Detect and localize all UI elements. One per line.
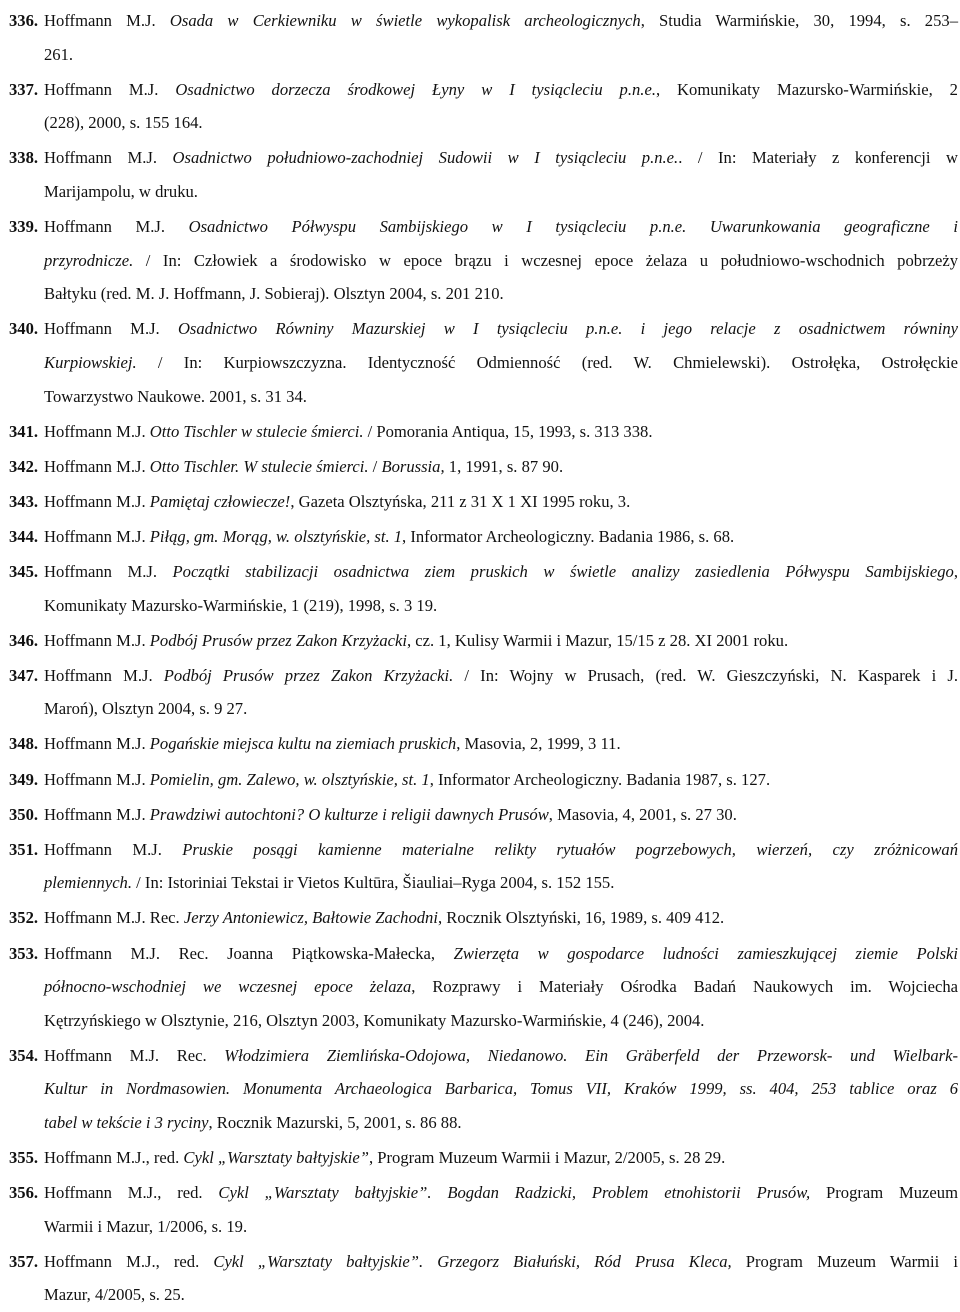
entry-text: Hoffmann M.J.	[44, 804, 150, 824]
entry-title-text: Osadnictwo południowo-zachodniej Sudowii w I tysiącleciu p.n.e.	[172, 148, 679, 168]
entry-number: 351.	[9, 839, 39, 859]
entry-continuation-line	[0, 866, 960, 900]
entry-text: Maroń), Olsztyn 2004, s. 9 27.	[44, 699, 248, 719]
entry-text: / In: Wojny w Prusach, (red. W. Gieszczyński, N. Kasparek i J.	[453, 665, 958, 685]
entry-first-line	[0, 833, 960, 867]
entry-continuation-line	[0, 1210, 960, 1244]
bibliography-entry	[0, 485, 960, 519]
entry-text: Hoffmann M.J.	[44, 79, 176, 99]
entry-text: , Rocznik Olsztyński, 16, 1989, s. 409 412.	[437, 908, 725, 928]
entry-number: 350.	[9, 804, 39, 824]
entry-text: ,	[953, 562, 958, 581]
entry-title-text: Otto Tischler w stulecie śmierci.	[149, 421, 364, 441]
entry-first-line	[0, 210, 960, 244]
bibliography-entry	[0, 312, 960, 413]
entry-text: Hoffmann M.J.	[44, 630, 150, 650]
entry-continuation-line	[0, 692, 960, 726]
entry-title-text: Pruskie posągi kamienne materialne relikty rytuałów pogrzebowych, wierzeń, czy zróżnicowań	[182, 839, 958, 859]
entry-text: Warmii i Mazur, 1/2006, s. 19.	[44, 1216, 248, 1236]
entry-text: Mazur, 4/2005, s. 25.	[44, 1285, 185, 1305]
entry-text: /	[368, 456, 382, 476]
entry-text: Hoffmann M.J. Rec.	[44, 908, 184, 928]
entry-number: 348.	[9, 734, 39, 754]
entry-title-text: Osada w Cerkiewniku w świetle wykopalisk archeologicznych	[169, 11, 641, 30]
entry-first-line	[0, 624, 960, 658]
entry-title-text: Prawdziwi autochtoni? O kulturze i religii dawnych Prusów	[149, 804, 549, 824]
entry-title-text: Pamiętaj człowiecze!	[149, 491, 291, 511]
entry-number: 336.	[9, 11, 39, 30]
entry-number: 345.	[9, 562, 39, 581]
bibliography-entry	[0, 763, 960, 797]
bibliography-entry	[0, 555, 960, 622]
bibliography-entry	[0, 4, 960, 71]
entry-number: 337.	[9, 79, 39, 99]
entry-text: , Studia Warmińskie, 30, 1994, s. 253–	[640, 11, 958, 30]
entry-text: Komunikaty Mazursko-Warmińskie, 1 (219), 1998, s. 3 19.	[44, 595, 438, 615]
entry-text: Hoffmann M.J.	[44, 734, 150, 754]
entry-first-line	[0, 485, 960, 519]
entry-text: Hoffmann M.J.	[44, 319, 178, 339]
entry-first-line	[0, 1039, 960, 1073]
bibliography-entry	[0, 450, 960, 484]
entry-continuation-line	[0, 277, 960, 311]
entry-first-line	[0, 450, 960, 484]
entry-title-text: Pogańskie miejsca kultu na ziemiach pruskich	[149, 734, 457, 754]
entry-text: , Gazeta Olsztyńska, 211 z 31 X 1 XI 1995 roku, 3.	[290, 491, 631, 511]
entry-number: 341.	[9, 421, 39, 441]
entry-text: Hoffmann M.J.	[44, 491, 150, 511]
entry-text: , Masovia, 4, 2001, s. 27 30.	[548, 804, 737, 824]
entry-text: . / In: Materiały z konferencji w	[678, 148, 958, 168]
entry-number: 342.	[9, 456, 39, 476]
bibliography-entry	[0, 659, 960, 726]
entry-text: 261.	[44, 44, 74, 64]
entry-title-text: Kultur in Nordmasowien. Monumenta Archaeologica Barbarica, Tomus VII, Kraków 1999, ss. 404, 253 tablice oraz 6	[44, 1079, 958, 1099]
entry-text: , Rozprawy i Materiały Ośrodka Badań Naukowych im. Wojciecha	[411, 977, 958, 997]
bibliography-entry	[0, 520, 960, 554]
entry-first-line	[0, 73, 960, 107]
bibliography-entry	[0, 1176, 960, 1243]
entry-first-line	[0, 763, 960, 797]
entry-text: Hoffmann M.J.	[44, 421, 150, 441]
entry-title-text: Osadnictwo Równiny Mazurskiej w I tysiącleciu p.n.e. i jego relacje z osadnictwem równiny	[177, 319, 958, 339]
entry-text: 1, 1991, s. 87 90.	[444, 456, 564, 476]
entry-first-line	[0, 727, 960, 761]
entry-text: Hoffmann M.J., red.	[44, 1183, 219, 1203]
entry-continuation-line	[0, 1278, 960, 1312]
entry-text: , Masovia, 2, 1999, 3 11.	[456, 734, 621, 754]
entry-text: / In: Istoriniai Tekstai ir Vietos Kultūra, Šiauliai–Ryga 2004, s. 152 155.	[132, 873, 615, 893]
entry-text: Program Muzeum	[810, 1183, 958, 1203]
entry-continuation-line	[0, 380, 960, 414]
entry-number: 339.	[9, 217, 39, 237]
entry-number: 344.	[9, 526, 39, 546]
entry-title-text: Włodzimiera Ziemlińska-Odojowa, Niedanowo. Ein Gräberfeld der Przeworsk- und Wielbark-	[224, 1045, 958, 1065]
entry-text: Bałtyku (red. M. J. Hoffmann, J. Sobieraj). Olsztyn 2004, s. 201 210.	[44, 284, 504, 304]
entry-text: / In: Człowiek a środowisko w epoce brązu i wczesnej epoce żelaza u południowo-wschodnich pobrzeży	[133, 250, 958, 270]
entry-first-line	[0, 659, 960, 693]
bibliography-entry	[0, 901, 960, 935]
entry-title-text: Kurpiowskiej.	[44, 352, 137, 372]
entry-text: , Program Muzeum Warmii i Mazur, 2/2005, s. 28 29.	[369, 1148, 726, 1168]
entry-text: Kętrzyńskiego w Olsztynie, 216, Olsztyn 2003, Komunikaty Mazursko-Warmińskie, 4 (246), 2004.	[44, 1010, 705, 1030]
entry-text: (228), 2000, s. 155 164.	[44, 113, 203, 133]
entry-title-text: Otto Tischler. W stulecie śmierci.	[149, 456, 369, 476]
entry-title-text: przyrodnicze.	[44, 250, 134, 270]
bibliography-entry	[0, 141, 960, 208]
entry-continuation-line	[0, 1004, 960, 1038]
entry-first-line	[0, 4, 960, 38]
entry-first-line	[0, 312, 960, 346]
entry-number: 343.	[9, 491, 39, 511]
entry-first-line	[0, 798, 960, 832]
bibliography-entry	[0, 1141, 960, 1175]
bibliography-entry	[0, 73, 960, 140]
entry-text: / In: Kurpiowszczyzna. Identyczność Odmienność (red. W. Chmielewski). Ostrołęka, Ostrołęckie	[136, 352, 958, 372]
entry-title-text: Pomielin, gm. Zalewo, w. olsztyńskie, st. 1	[149, 769, 430, 789]
bibliography-entry	[0, 1245, 960, 1312]
entry-text: Hoffmann M.J. Rec. Joanna Piątkowska-Małecka,	[44, 943, 454, 963]
bibliography-entry	[0, 210, 960, 311]
entry-text: , Komunikaty Mazursko-Warmińskie, 2	[655, 79, 958, 99]
entry-text: Hoffmann M.J.	[44, 562, 173, 581]
entry-title-text: północno-wschodniej we wczesnej epoce żelaza	[44, 977, 412, 997]
entry-number: 338.	[9, 148, 39, 168]
entry-continuation-line	[0, 346, 960, 380]
entry-continuation-line	[0, 1106, 960, 1140]
entry-text: Hoffmann M.J.	[44, 217, 189, 237]
entry-text: , Rocznik Mazurski, 5, 2001, s. 86 88.	[208, 1113, 462, 1132]
entry-number: 347.	[9, 665, 39, 685]
bibliography-entry	[0, 937, 960, 1038]
entry-title-text: Osadnictwo dorzecza środkowej Łyny w I tysiącleciu p.n.e.	[175, 79, 656, 99]
entry-title-text: Piłąg, gm. Morąg, w. olsztyńskie, st. 1	[149, 526, 403, 546]
entry-text: Towarzystwo Naukowe. 2001, s. 31 34.	[44, 386, 307, 406]
entry-continuation-line	[0, 38, 960, 72]
entry-continuation-line	[0, 175, 960, 209]
bibliography-entry	[0, 727, 960, 761]
entry-first-line	[0, 1141, 960, 1175]
entry-number: 353.	[9, 943, 39, 963]
entry-text: Hoffmann M.J.	[44, 839, 183, 859]
entry-first-line	[0, 555, 960, 589]
entry-continuation-line	[0, 244, 960, 278]
entry-continuation-line	[0, 970, 960, 1004]
entry-number: 356.	[9, 1183, 39, 1203]
bibliography-entry	[0, 833, 960, 900]
entry-continuation-line	[0, 1072, 960, 1106]
entry-text: Hoffmann M.J. Rec.	[44, 1045, 225, 1065]
entry-text: / Pomorania Antiqua, 15, 1993, s. 313 338.	[363, 421, 653, 441]
entry-title-text: Cykl „Warsztaty bałtyjskie”	[183, 1148, 369, 1168]
entry-number: 354.	[9, 1045, 39, 1065]
bibliography-entry	[0, 415, 960, 449]
bibliography-entry	[0, 1039, 960, 1140]
entry-number: 355.	[9, 1148, 39, 1168]
entry-title-text: Jerzy Antoniewicz, Bałtowie Zachodni	[183, 908, 438, 928]
entry-first-line	[0, 520, 960, 554]
entry-first-line	[0, 141, 960, 175]
entry-title-text: Początki stabilizacji osadnictwa ziem pruskich w świetle analizy zasiedlenia Półwyspu Sambijskiego	[172, 562, 954, 581]
entry-title-text: Zwierzęta w gospodarce ludności zamieszkującej ziemie Polski	[453, 943, 958, 963]
entry-number: 357.	[9, 1251, 39, 1271]
entry-continuation-line	[0, 589, 960, 623]
entry-text: , Informator Archeologiczny. Badania 1987, s. 127.	[429, 769, 771, 789]
entry-text: , cz. 1, Kulisy Warmii i Mazur, 15/15 z 28. XI 2001 roku.	[406, 630, 789, 650]
entry-text: Marijampolu, w druku.	[44, 181, 198, 201]
entry-title-text: plemiennych.	[44, 873, 133, 893]
bibliography-entry	[0, 624, 960, 658]
entry-number: 352.	[9, 908, 39, 928]
entry-first-line	[0, 1245, 960, 1279]
entry-title-text: Cykl „Warsztaty bałtyjskie”. Bogdan Radzicki, Problem etnohistorii Prusów,	[218, 1183, 811, 1203]
entry-first-line	[0, 901, 960, 935]
entry-title-text: tabel w tekście i 3 ryciny	[44, 1113, 209, 1132]
entry-text: Hoffmann M.J., red.	[44, 1148, 184, 1168]
entry-title-text: Podbój Prusów przez Zakon Krzyżacki.	[163, 665, 454, 685]
entry-number: 340.	[9, 319, 39, 339]
entry-title-text: Osadnictwo Półwyspu Sambijskiego w I tysiącleciu p.n.e. Uwarunkowania geograficzne i	[188, 217, 958, 237]
entry-text: Program Muzeum Warmii i	[731, 1251, 959, 1271]
entry-text: Hoffmann M.J., red.	[44, 1251, 214, 1271]
entry-continuation-line	[0, 106, 960, 140]
entry-first-line	[0, 937, 960, 971]
entry-first-line	[0, 1176, 960, 1210]
entry-number: 346.	[9, 630, 39, 650]
entry-number: 349.	[9, 769, 39, 789]
bibliography-entry	[0, 798, 960, 832]
entry-text: Hoffmann M.J.	[44, 148, 173, 168]
entry-title-text: Podbój Prusów przez Zakon Krzyżacki	[149, 630, 407, 650]
entry-text: , Informator Archeologiczny. Badania 1986, s. 68.	[402, 526, 735, 546]
entry-text: Hoffmann M.J.	[44, 11, 170, 30]
entry-text: Hoffmann M.J.	[44, 456, 150, 476]
entry-first-line	[0, 415, 960, 449]
entry-text: Hoffmann M.J.	[44, 769, 150, 789]
entry-text: Hoffmann M.J.	[44, 665, 164, 685]
entry-title-text: Borussia,	[381, 456, 445, 476]
entry-title-text: Cykl „Warsztaty bałtyjskie”. Grzegorz Białuński, Ród Prusa Kleca,	[213, 1251, 732, 1271]
entry-text: Hoffmann M.J.	[44, 526, 150, 546]
